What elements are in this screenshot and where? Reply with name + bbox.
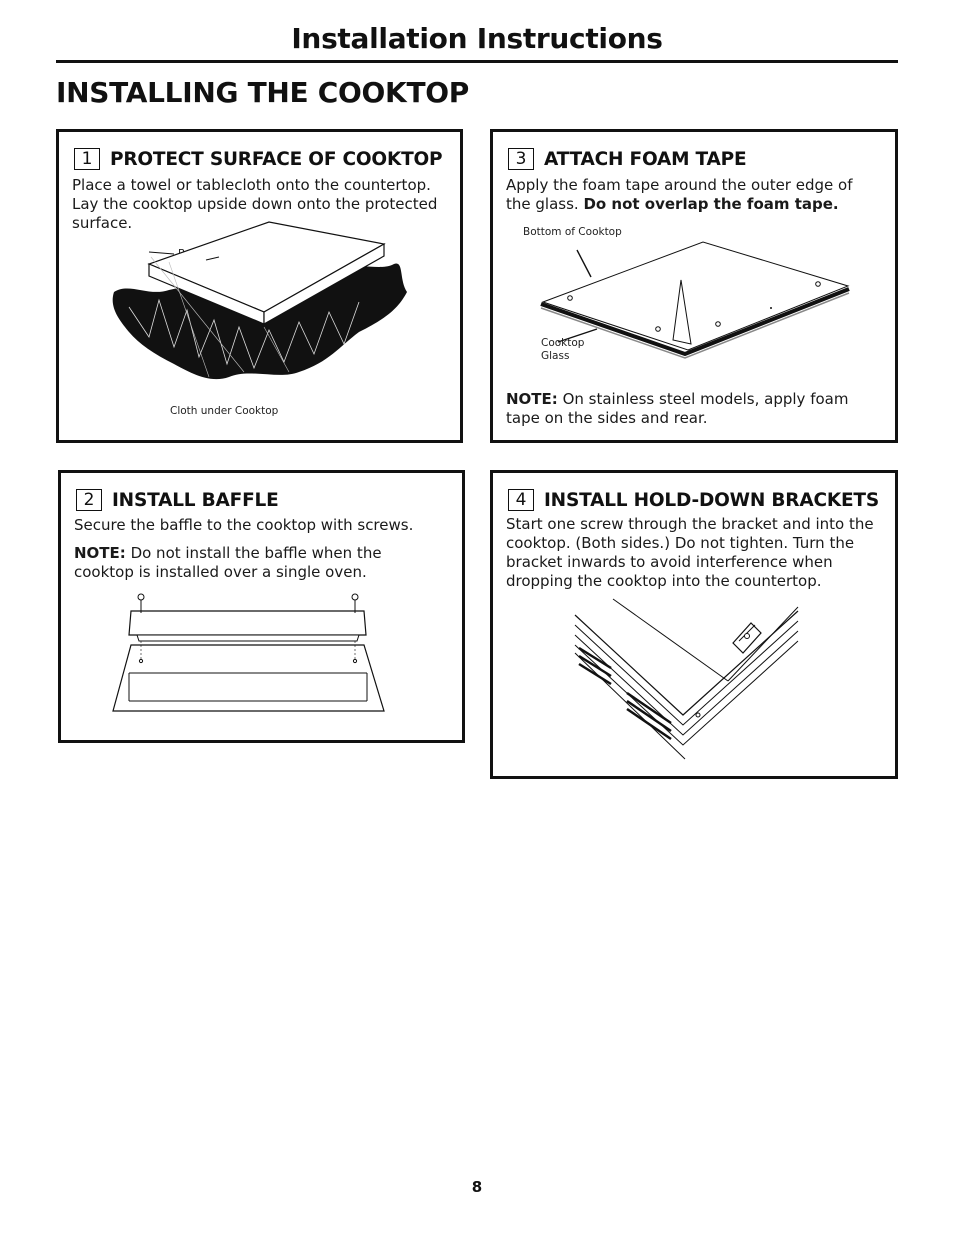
step-3-label-cooktop: Cooktop bbox=[541, 337, 585, 349]
step-2-text: Secure the baffle to the cooktop with screws. bbox=[74, 516, 414, 534]
step-2-illustration bbox=[61, 473, 468, 746]
step-3-label-glass: Glass bbox=[541, 350, 570, 362]
section-title: INSTALLING THE COOKTOP bbox=[56, 76, 469, 109]
step-4-box bbox=[490, 470, 898, 779]
step-3-note-label: NOTE: bbox=[506, 390, 558, 408]
step-3-title: ATTACH FOAM TAPE bbox=[544, 148, 747, 170]
step-3-box bbox=[490, 129, 898, 443]
page-number: 8 bbox=[471, 1178, 483, 1196]
step-4-text: Start one screw through the bracket and into the cooktop. (Both sides.) Do not tighten. Turn the bracket inwards to avoid interference when dropping the cooktop into the countertop. bbox=[506, 515, 874, 590]
step-3-note-text: On stainless steel models, apply foam tape on the sides and rear. bbox=[506, 390, 849, 427]
step-2-number: 2 bbox=[76, 489, 102, 511]
step-2-note-label: NOTE: bbox=[74, 544, 126, 562]
header-rule bbox=[56, 60, 898, 63]
page-header-title: Installation Instructions bbox=[291, 22, 663, 55]
step-3-note bbox=[506, 390, 881, 428]
step-2-note-text: Do not install the baffle when the cooktop is installed over a single oven. bbox=[74, 544, 382, 581]
step-4-illustration bbox=[493, 473, 901, 782]
step-1-illustration bbox=[59, 132, 466, 446]
step-2-box bbox=[58, 470, 465, 743]
step-2-title: INSTALL BAFFLE bbox=[112, 489, 279, 511]
step-1-number: 1 bbox=[74, 148, 100, 170]
step-1-box bbox=[56, 129, 463, 443]
step-3-number: 3 bbox=[508, 148, 534, 170]
step-3-label-bottom: Bottom of Cooktop bbox=[523, 226, 622, 238]
step-4-number: 4 bbox=[508, 489, 534, 511]
step-1-text: Place a towel or tablecloth onto the countertop. Lay the cooktop upside down onto the protected surface. bbox=[72, 176, 438, 232]
step-3-text-bold: Do not overlap the foam tape. bbox=[583, 195, 839, 213]
step-4-title: INSTALL HOLD-DOWN BRACKETS bbox=[544, 489, 879, 511]
step-1-label-cloth: Cloth under Cooktop bbox=[170, 405, 279, 417]
step-3-text-main: Apply the foam tape around the outer edge of the glass. bbox=[506, 176, 853, 213]
step-1-title: PROTECT SURFACE OF COOKTOP bbox=[110, 148, 443, 170]
